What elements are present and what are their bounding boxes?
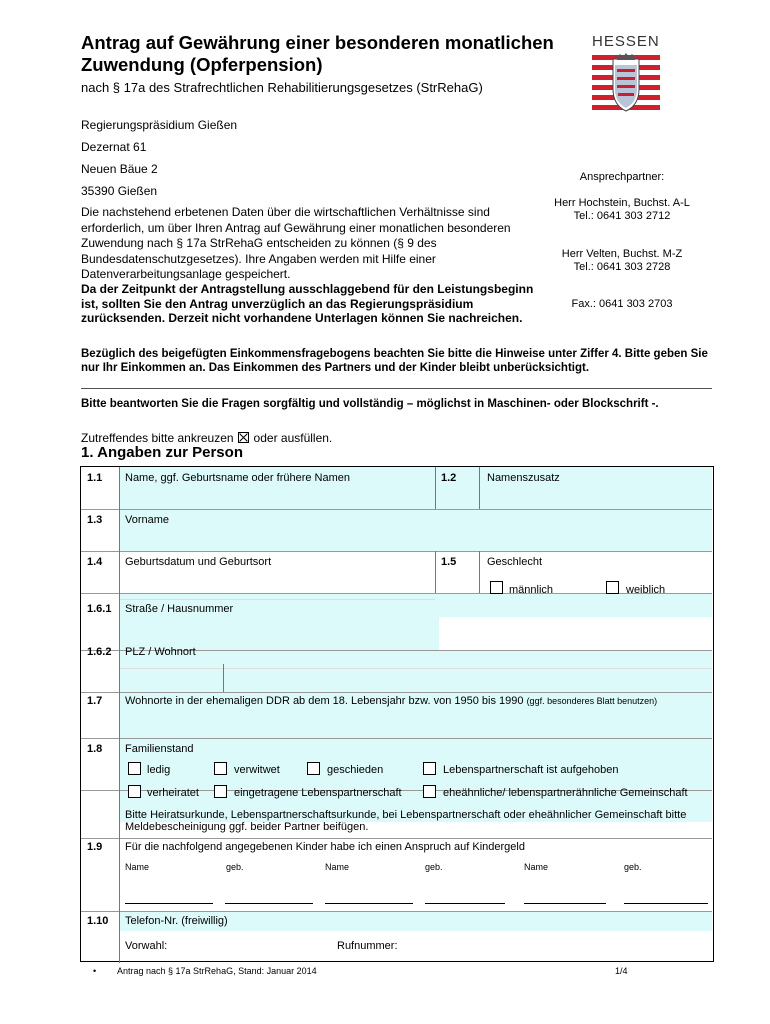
row-number: 1.8 (87, 743, 103, 755)
city-label: PLZ / Wohnort (125, 646, 196, 658)
child-3-birth-label: geb. (624, 862, 642, 872)
city-input[interactable] (225, 669, 709, 689)
footer-text: Antrag nach § 17a StrRehaG, Stand: Januar 2014 (117, 966, 317, 976)
female-checkbox[interactable] (606, 581, 619, 594)
row-number: 1.2 (441, 472, 457, 484)
row-number: 1.3 (87, 514, 103, 526)
contact-heading: Ansprechpartner: (579, 171, 665, 183)
contact-fax: Fax.: 0641 303 2703 (571, 298, 673, 310)
widowed-label: verwitwet (234, 764, 280, 776)
registered-partnership-label: eingetragene Lebenspartnerschaft (234, 787, 402, 799)
child-1-name-line[interactable] (125, 903, 213, 904)
row-number: 1.6.1 (87, 603, 112, 615)
child-1-name-label: Name (125, 862, 150, 872)
income-note: Bezüglich des beigefügten Einkommensfragebogens beachten Sie bitte die Hinweise unter Ziffer 4. Bitte geben Sie nur Ihr Einkommen an. Das Einkommen des Partners und der Kinder bleibt unberücksichtigt. (81, 348, 708, 374)
female-label: weiblich (626, 584, 666, 596)
row-number: 1.6.2 (87, 646, 112, 658)
name-label: Name, ggf. Geburtsname oder frühere Namen (125, 472, 351, 484)
marriage-like-label: eheähnliche/ lebenspartnerähnliche Gemeinschaft (443, 787, 688, 799)
instructions: Bitte beantworten Sie die Fragen sorgfältig und vollständig – möglichst in Maschinen- oder Blockschrift -. (81, 398, 659, 410)
first-name-label: Vorname (125, 514, 170, 526)
tick-instruction-before: Zutreffendes bitte ankreuzen (81, 431, 234, 445)
address-line-street: Neuen Bäue 2 (81, 162, 158, 176)
name-suffix-input[interactable] (481, 487, 709, 507)
tick-instruction (81, 431, 332, 445)
divorced-label: geschieden (327, 764, 384, 776)
male-checkbox[interactable] (490, 581, 503, 594)
male-label: männlich (509, 584, 554, 596)
footer-bullet: • (93, 966, 97, 976)
checked-box-icon (238, 432, 249, 443)
child-3-name-label: Name (524, 862, 549, 872)
child-2-birth-label: geb. (425, 862, 443, 872)
gdr-residences-input[interactable] (121, 711, 709, 735)
row-number: 1.1 (87, 472, 103, 484)
gender-label: Geschlecht (487, 556, 543, 568)
birth-label: Geburtsdatum und Geburtsort (125, 556, 272, 568)
postal-code-input[interactable] (121, 669, 221, 689)
section-title-personal-data: 1. Angaben zur Person (81, 444, 243, 461)
name-suffix-label: Namenszusatz (487, 472, 560, 484)
contact-1-name: Herr Hochstein, Buchst. A-L (554, 197, 690, 209)
marital-status-label: Familienstand (125, 743, 194, 755)
area-code-input[interactable] (181, 935, 331, 955)
single-checkbox[interactable] (128, 762, 141, 775)
contact-1-phone: Tel.: 0641 303 2712 (573, 210, 671, 222)
gdr-residences-label (125, 695, 657, 707)
child-2-birth-line[interactable] (425, 903, 505, 904)
married-checkbox[interactable] (128, 785, 141, 798)
tick-instruction-after: oder ausfüllen. (253, 431, 333, 445)
single-label: ledig (147, 764, 171, 776)
child-2-name-label: Name (325, 862, 350, 872)
registered-partnership-checkbox[interactable] (214, 785, 227, 798)
child-3-birth-line[interactable] (624, 903, 708, 904)
address-line-department: Dezernat 61 (81, 140, 147, 154)
married-label: verheiratet (147, 787, 199, 799)
page-number: 1/4 (615, 966, 628, 976)
name-input[interactable] (121, 487, 433, 507)
divider (81, 388, 712, 389)
divorced-checkbox[interactable] (307, 762, 320, 775)
child-1-birth-label: geb. (226, 862, 244, 872)
row-number: 1.9 (87, 841, 103, 853)
birth-input[interactable] (121, 571, 433, 591)
first-name-input[interactable] (121, 529, 709, 549)
child-2-name-line[interactable] (325, 903, 413, 904)
children-label: Für die nachfolgend angegebenen Kinder habe ich einen Anspruch auf Kindergeld (125, 841, 525, 853)
widowed-checkbox[interactable] (214, 762, 227, 775)
address-line-city: 35390 Gießen (81, 184, 158, 198)
personal-data-form (80, 466, 714, 962)
address-line-office: Regierungspräsidium Gießen (81, 118, 238, 132)
deadline-note: Da der Zeitpunkt der Antragstellung ausschlaggebend für den Leistungsbeginn ist, sollten Sie den Antrag unverzüglich an das Regierungspräsidium zurücksenden. Derzeit nicht vorhandene Unterlagen können Sie nachreichen. (81, 282, 534, 325)
footer (93, 966, 633, 976)
partnership-dissolved-checkbox[interactable] (423, 762, 436, 775)
logo-text: HESSEN (592, 33, 660, 50)
page-subtitle: nach § 17a des Strafrechtlichen Rehabilitierungsgesetzes (StrRehaG) (81, 80, 483, 95)
intro-paragraph: Die nachstehend erbetenen Daten über die wirtschaftlichen Verhältnisse sind erforderlich, um über Ihren Antrag auf Gewährung einer monatlichen besonderen Zuwendung nach § 17a StrRehaG entscheiden zu können (§ 9 des Bundesdatenschutzgesetzes). Ihre Angaben werden mit Hilfe einer Datenverarbeitungsanlage gespeichert. (81, 205, 511, 281)
contact-2-name: Herr Velten, Buchst. M-Z (561, 248, 683, 260)
row-number: 1.5 (441, 556, 457, 568)
phone-number-input[interactable] (407, 935, 707, 955)
area-code-label: Vorwahl: (125, 940, 168, 952)
child-3-name-line[interactable] (524, 903, 606, 904)
contact-2-phone: Tel.: 0641 303 2728 (573, 261, 671, 273)
gdr-residences-note: (ggf. besonderes Blatt benutzen) (526, 696, 658, 706)
partnership-dissolved-label: Lebenspartnerschaft ist aufgehoben (443, 764, 619, 776)
gdr-residences-text: Wohnorte in der ehemaligen DDR ab dem 18. Lebensjahr bzw. von 1950 bis 1990 (125, 695, 524, 707)
marriage-like-checkbox[interactable] (423, 785, 436, 798)
row-number: 1.4 (87, 556, 103, 568)
phone-number-label: Rufnummer: (337, 940, 398, 952)
row-number: 1.10 (87, 915, 109, 927)
phone-label: Telefon-Nr. (freiwillig) (125, 915, 228, 927)
row-number: 1.7 (87, 695, 103, 707)
page-title: Antrag auf Gewährung einer besonderen monatlichen Zuwendung (Opferpension) (81, 32, 554, 75)
hessen-coat-of-arms-logo (592, 53, 660, 117)
marital-status-note: Bitte Heiratsurkunde, Lebenspartnerschaftsurkunde, bei Lebenspartnerschaft oder eheähnlicher Gemeinschaft bitte Meldebescheinigung ggf. beider Partner beifügen. (125, 809, 687, 833)
street-label: Straße / Hausnummer (125, 603, 234, 615)
child-1-birth-line[interactable] (225, 903, 313, 904)
street-input[interactable] (121, 619, 709, 639)
